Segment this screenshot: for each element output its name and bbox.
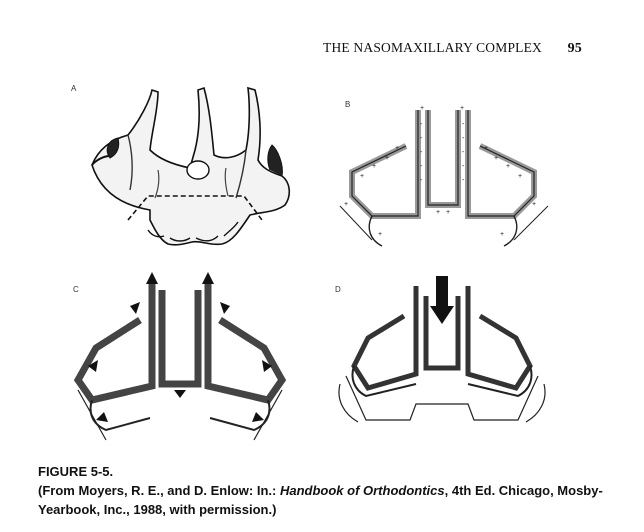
svg-text:+: + xyxy=(500,231,505,238)
figure-credit xyxy=(38,481,618,519)
figure-label: FIGURE 5-5. xyxy=(38,464,114,479)
svg-text:+: + xyxy=(344,201,349,208)
page-number: 95 xyxy=(567,41,582,56)
svg-text:-: - xyxy=(462,135,465,142)
svg-text:+: + xyxy=(532,201,537,208)
svg-text:+: + xyxy=(518,173,523,180)
credit-authors: (From Moyers, R. E., and D. Enlow: In.: xyxy=(38,483,280,498)
svg-text:-: - xyxy=(462,163,465,170)
panel-label-d: D xyxy=(335,285,341,294)
credit-book-title: Handbook of Orthodontics xyxy=(279,483,445,498)
svg-text:+: + xyxy=(360,173,365,180)
svg-text:-: - xyxy=(420,149,423,156)
panel-d-downward-arrow xyxy=(430,276,454,324)
panel-b-growth-schematic xyxy=(340,110,548,246)
running-title: THE NASOMAXILLARY COMPLEX xyxy=(323,40,543,55)
panel-label-a: A xyxy=(71,84,77,93)
svg-text:+: + xyxy=(446,209,451,216)
panel-label-c: C xyxy=(73,285,79,294)
svg-text:+: + xyxy=(506,163,511,170)
svg-text:+: + xyxy=(420,105,425,112)
figure-caption xyxy=(38,462,618,519)
svg-text:+: + xyxy=(484,145,489,152)
svg-text:-: - xyxy=(462,121,465,128)
svg-text:-: - xyxy=(420,177,423,184)
svg-text:-: - xyxy=(420,135,423,142)
svg-text:+: + xyxy=(395,145,400,152)
svg-text:-: - xyxy=(420,121,423,128)
panel-c-growth-arrows xyxy=(88,272,272,422)
svg-text:+: + xyxy=(385,155,390,162)
svg-text:+: + xyxy=(494,155,499,162)
svg-text:-: - xyxy=(462,177,465,184)
svg-text:+: + xyxy=(436,209,441,216)
svg-text:+: + xyxy=(378,231,383,238)
svg-text:-: - xyxy=(462,149,465,156)
svg-text:+: + xyxy=(460,105,465,112)
svg-text:-: - xyxy=(420,163,423,170)
panel-c-arrow-schematic xyxy=(78,280,282,440)
svg-text:+: + xyxy=(372,163,377,170)
panel-label-b: B xyxy=(345,100,351,109)
panel-a-maxilla-drawing xyxy=(92,88,289,245)
credit-publisher: , 4th Ed. Chicago, Mosby-Yearbook, Inc., 1988, with permission.) xyxy=(38,483,603,517)
